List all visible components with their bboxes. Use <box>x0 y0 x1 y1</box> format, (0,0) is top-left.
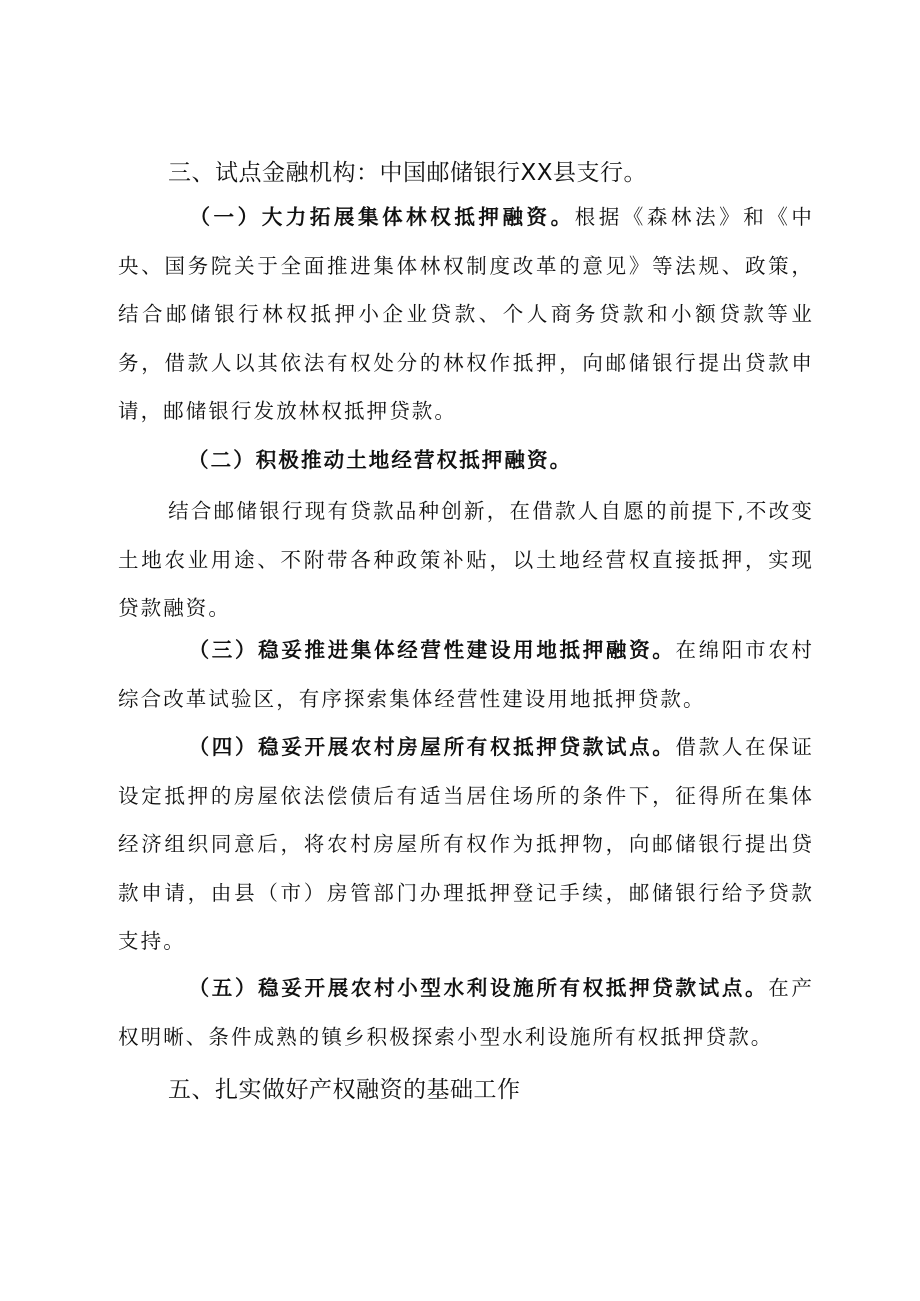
section-2-title: （二）积极推动土地经营权抵押融资。 <box>188 448 573 472</box>
section-1-body: 根据《森林法》和《中央、国务院关于全面推进集体林权制度改革的意见》等法规、政策，结合邮储银行林权抵押小企业贷款、个人商务贷款和小额贷款等业务，借款人以其依法有权处分的林权作抵押，向邮储银行提出贷款申请，邮储银行发放林权抵押贷款。 <box>118 205 814 424</box>
heading-section-5: 五、扎实做好产权融资的基础工作 <box>168 1077 521 1103</box>
paragraph-section-3 <box>118 626 814 723</box>
paragraph-section-1 <box>118 193 814 436</box>
paragraph-section-4 <box>118 723 814 966</box>
paragraph-section-2-title <box>118 436 814 485</box>
section-4-body: 借款人在保证设定抵押的房屋依法偿债后有适当居住场所的条件下，征得所在集体经济组织同意后，将农村房屋所有权作为抵押物，向邮储银行提出贷款申请，由县（市）房管部门办理抵押登记手续，邮储银行给予贷款支持。 <box>118 735 814 954</box>
section-3-title: （三）稳妥推进集体经营性建设用地抵押融资。 <box>188 638 676 662</box>
paragraph-section-2-body <box>118 487 814 633</box>
section-2-body: 结合邮储银行现有贷款品种创新，在借款人自愿的前提下,不改变土地农业用途、不附带各种政策补贴，以土地经营权直接抵押，实现贷款融资。 <box>118 499 814 621</box>
section-3-body: 在绵阳市农村综合改革试验区，有序探索集体经营性建设用地抵押贷款。 <box>118 638 814 711</box>
section-5-title: （五）稳妥开展农村小型水利设施所有权抵押贷款试点。 <box>188 976 769 1000</box>
section-5-body: 在产权明晰、条件成熟的镇乡积极探索小型水利设施所有权抵押贷款。 <box>118 976 815 1049</box>
paragraph-section-5 <box>118 964 814 1061</box>
section-4-title: （四）稳妥开展农村房屋所有权抵押贷款试点。 <box>188 735 676 759</box>
heading-section-3: 三、试点金融机构：中国邮储银行XX县支行。 <box>168 160 648 186</box>
section-1-title: （一）大力拓展集体林权抵押融资。 <box>188 205 575 229</box>
